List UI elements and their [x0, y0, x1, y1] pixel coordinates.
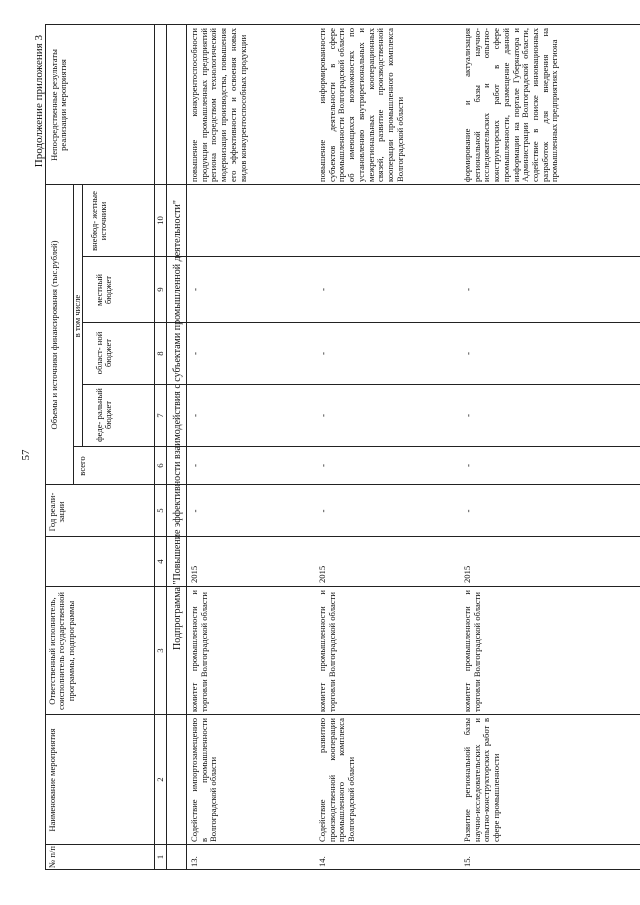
table-right-border	[45, 24, 640, 25]
colnum-10: 10	[155, 216, 165, 225]
row-13-name: Содействие импортозамещению в промышленности Волгоградской области	[189, 718, 219, 842]
col-divider-3	[45, 586, 640, 587]
col-divider-4	[45, 536, 640, 537]
col-divider-7	[82, 384, 640, 385]
col-divider-10	[45, 184, 640, 185]
header-year: Год реали- зации	[47, 492, 67, 532]
colnum-2: 2	[155, 777, 165, 782]
subprogram-bottom-border	[186, 25, 187, 870]
header-extrabudget: внебюд- жетные источники	[89, 191, 109, 251]
row-15-regional: -	[463, 414, 473, 417]
row-15-extrabudget: -	[463, 288, 473, 291]
row-14-regional: -	[318, 414, 328, 417]
continuation-label: Продолжение приложения 3	[33, 35, 45, 168]
col-divider-5	[45, 484, 640, 485]
col-divider-2	[45, 714, 640, 715]
header-including: в том числе	[72, 294, 82, 338]
colnum-bottom-border	[166, 25, 167, 870]
table-top-border	[45, 25, 46, 870]
row-13-federal: -	[190, 464, 200, 467]
page-number: 57	[20, 449, 32, 461]
colnum-3: 3	[155, 648, 165, 653]
row-15-local: -	[463, 352, 473, 355]
header-total: всего	[77, 456, 87, 476]
row-14-local: -	[318, 352, 328, 355]
row-14-name: Содействие развитию производственной кооперации промышленного комплекса Волгоградской области	[317, 718, 357, 842]
col-divider-9	[82, 256, 640, 257]
row-14-result: повышение информированности субъектов деятельности в сфере промышленности Волгоградской области об имеющихся возможностях по установлению внутрирегиональных и межрегиональных кооперационных связей, развитие производственной кооперации промышленного комплекса Волгоградской области	[317, 28, 405, 182]
row-15-name: Развитие региональной базы научно-исследовательских и опытно-конструкторских работ в сфере промышленности	[462, 718, 502, 842]
header-executor: Ответственный исполнитель, соисполнитель государственной программы, подпрограммы	[47, 592, 76, 710]
header-name: Наименование мероприятия	[47, 728, 57, 832]
col-divider-1	[45, 844, 640, 845]
row-15-total: -	[463, 509, 473, 513]
col-divider-8	[82, 322, 640, 323]
colnum-7: 7	[155, 413, 165, 418]
header-federal: феде- ральный бюджет	[94, 388, 114, 442]
colnum-8: 8	[155, 351, 165, 356]
row-15-result: формирование и актуализация региональной базы научно-исследовательских и опытно-конструкторских работ в сфере промышленности, размещение данной информации на портале Губернатора и Администрации Волгоградской области, содействие в поиске инновационных разработок для внедрения на промышленных предприятиях региона	[462, 28, 560, 182]
row-14-extrabudget: -	[318, 288, 328, 291]
header-num: № п/п	[47, 846, 57, 868]
header-financing: Объемы и источники финансирования (тыс.рублей)	[49, 240, 59, 430]
row-13-result: повышение конкурентоспособности продукции промышленных предприятий региона посредством технологической модернизации производства, повышения его эффективности и освоения новых видов конкурентоспособных продукции	[189, 28, 248, 182]
colnum-5: 5	[155, 508, 165, 513]
row-13-executor: комитет промышленности и торговли Волгоградской области	[189, 590, 209, 712]
table-left-border	[45, 869, 640, 870]
row-14-year: 2015	[317, 565, 327, 583]
header-local: местный бюджет	[94, 274, 114, 307]
row-13-extrabudget: -	[190, 288, 200, 291]
row-14-federal: -	[318, 464, 328, 467]
row-14-total: -	[318, 509, 328, 513]
row-14-number: 14.	[317, 856, 327, 867]
row-15-year: 2015	[462, 565, 472, 583]
colnum-9: 9	[155, 287, 165, 292]
row-15-federal: -	[463, 464, 473, 467]
subprogram-title: Подпрограмма "Повышение эффективности взаимодействия с субъектами промышленной деятельности"	[172, 200, 183, 650]
colnum-1: 1	[155, 854, 165, 860]
row-15-executor: комитет промышленности и торговли Волгоградской области	[462, 590, 482, 712]
row-13-number: 13.	[189, 856, 199, 867]
row-13-local: -	[190, 352, 200, 355]
header-results: Непосредственные результаты реализации мероприятия	[49, 49, 69, 161]
row-13-year: 2015	[189, 565, 199, 583]
colnum-4: 4	[155, 559, 165, 564]
row-13-total: -	[190, 509, 200, 513]
row-15-number: 15.	[462, 856, 472, 867]
header-regional: област- ной бюджет	[94, 331, 114, 375]
row-13-regional: -	[190, 414, 200, 417]
colnum-6: 6	[155, 463, 165, 468]
row-14-executor: комитет промышленности и торговли Волгоградской области	[317, 590, 337, 712]
